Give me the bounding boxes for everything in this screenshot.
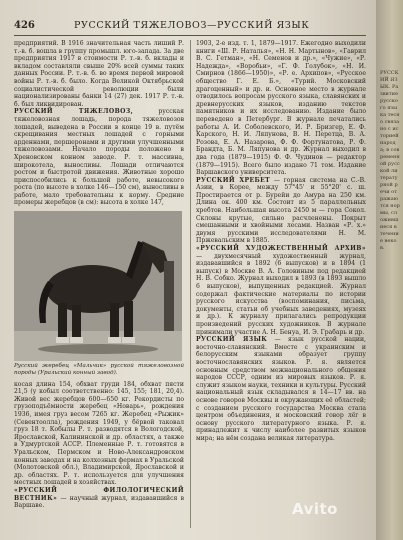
entry-text-russkiy-tyazhelovoz: русская тяжеловозная лошадь, порода тяжеловозов лошадей, выведена в России в конце 19 в. путём скрещивания местных лошадей с горными арденнами, першеронами и другими улучшенными тяжеловозами. Начало породы положено в Хреновском конном заводе. Р. т. массивна, широкотела, выносливы. Лошади отличаются ростом и быстротой движения. Животные хорошо приспособились к большой работе, невысокого роста (по высоте в холке 146—150 см), выносливы в работе, мало требовательны к корму. Средние промеры жеребцов (в см): высота в холке 147, [14,108,184,207]
right-top-text: 1903, 2-е изд. т. 1, 1879—1917. Ежегодно выходили книги «Ш. Р. Наталья», «Н. Н. Мартынов», «Гаврил В. С. Гетман», «Н. Семенов и др.», «Чужие», «Р. Надежда», «Воробьи», «Г. Ф. Голубок», «Н. И. Смирнов (1866—1950)», «Р. е. Архипов», «Русское общество Г. Е. Б.», «Турий. Московский драгоценный» и др. и. Основное место в журнале отводилось вопросам русского языка, славянских и древнерусских языков, изданию текстов памятников и их исследованию. Издание было переведено в Петербург. В журнале печатались работы А. И. Соболевского, И. Р. Бризгер, Е. Ф. Карского, Н. И. Ляпунова, В. Н. Перетца, В. А. Розова, Е. А. Назарова, Ф. Ф. Фортунатова, Р. Ф. Брандта, Б. М. Ляпунова и др. Журнал выходил в два года (1879—1915) Ф. Ф. Чудинов — редактор (1879—1915). Всего было издано 71 том. Издание Варшавского университета. [196,40,366,177]
entry-text-russkiy-yazyk: — язык русской нации, восточно-славянский. Вместе с украинским и белорусским языками образует группу восточнославянских языков. Р. я. является основным средством межнационального общения народов СССР, одним из мировых языков. Р. я. служит языком науки, техники и культуры. Русский национальный язык складывался в 14—17 вв. на основе говоров Москвы и окружающих её областей; с созданием русского государства Москва стала центром объединения, и московский говор лёг в основу русского литературного языка. Р. я. принадлежит к числу наиболее развитых языков мира; на нём создана великая литература. [196,336,366,442]
running-head: РУССКИЙ ТЯЖЕЛОВОЗ—РУССКИЙ ЯЗЫК [74,20,310,31]
facing-page-text: РУССКИЙ ЯЗЫК. Развитие русского языка тесно связано с историей народа; в современной русской литературной речи отражаются нормы, сложившиеся в течение веков. [380,70,400,251]
entry-heading-khudozhestvenny-arkhiv: «РУССКИЙ ХУДОЖЕСТВЕННЫЙ АРХИВ» [196,245,366,253]
entry-text-russkiy-khrebet: — горная система на С.-В. Азии, в Корее, между 57°45' и 55°20' с. ш. Простирается от р. Бурейи до Амура на 250 км. Длина ок. 400 км. Состоит из 5 параллельных хребтов. Наибольшая высота 2450 м — гора Сокол. Склоны крутые, сильно расчленены. Покрыт смешанными и хвойными лесами. Назван «Р. х.» двумя русскими исследователями Н. М. Пржевальским в 1885. [196,176,366,245]
entry-heading-filologicheskiy-vestnik: «РУССКИЙ ФИЛОЛОГИЧЕСКИЙ ВЕСТНИК» [14,486,184,502]
right-column [196,40,366,530]
page-header [14,20,364,34]
after-figure-text: косая длина 154, обхват груди 184, обхват пясти 21,5 (у кобыл соответственно: 145, 155; 181, 20,4). Живой вес жеребцов 600—650 кг. Рекордисты по грузоподъёмности жеребец «Новарь», рождения 1936, имея груз весом 7265 кг. Жеребец «Рыжик» (Севентоолла), рождения 1949, у бёрвой таковал груз 18 т. Кобылы Р. т. разводятся в Вологодской, Ярославской, Калининской и др. областях, а также в Удмуртской АССР. Племенные Р. т. готовятся в Уральском, Пермском и Ново-Александровском конных заводах и на колхозных фермах в Уральской (Молотовской обл.), Владимирской, Ярославской и др. областях. Р. т. используется для улучшения местных лошадей в хозяйствах. [14,380,184,487]
entry-heading-russkiy-khrebet: РУССКИЙ ХРЕБЕТ [196,176,271,184]
intro-text: предприятий. В 1916 значительная часть лиший Р. т.-в. б. вошла в группу промышл. юго-запада. За две предприятия 1917 в стоимости Р. т.-в. б. вклады и вкладом составляли свыше 20% всей суммы таких данных России. Р. т.-в. б. во время первой мировой войны Р. т.-в. б. было. Когда Великой Октябрьской социалистической революции были национализированы банки 14 (27) дек. 1917 Р. т.-в. б. был ликвидирован. [14,40,184,108]
figure-caption: Русский жеребец «Мальчик» русской тяжеловозной породы (Уральский конный завод). [14,363,184,376]
column-divider [190,40,191,528]
horse-illustration [14,211,182,361]
left-column [14,40,184,530]
entry-text-filologicheskiy-vestnik: — научный журнал, издававшийся в Варшаве. [14,494,184,510]
header-rule [14,35,366,36]
entry-heading-russkiy-yazyk: РУССКИЙ ЯЗЫК [196,336,268,344]
entry-heading-russkiy-tyazhelovoz: РУССКИЙ ТЯЖЕЛОВОЗ, [14,108,134,116]
horse-photo [14,211,182,361]
facing-page-edge [376,0,403,540]
avito-watermark: Avito [292,500,338,518]
entry-text-khudozhestvenny-arkhiv: — двухмесячный художественный журнал, издававшийся в 1892 (6 выпусков) и в 1894 (1 выпуск) в Москве В. А. Головиным под редакцией Н. В. Собко. Журнал выходил в 1893 (в 1893 вышло 6 выпусков), выпущенных редакцией. Журнал содержал фактические материалы по истории русского искусства (воспоминания, письма, документы, статьи об учебных заведениях, музеях и др.). К журналу прилагались репродукции произведений русских художников. В журнале принимали участие А. Н. Бенуа, И. Э. Грабарь и др. [196,252,366,336]
page-number: 426 [14,20,35,31]
